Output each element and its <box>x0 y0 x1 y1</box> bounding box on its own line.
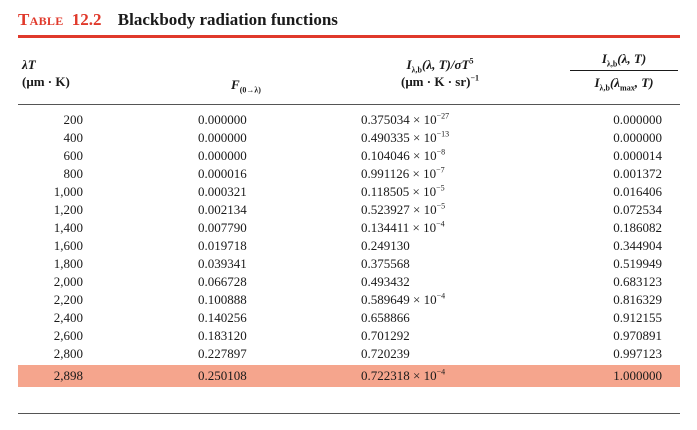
cell-intensity <box>361 147 445 165</box>
cell-intensity-exponent: −13 <box>436 129 450 139</box>
cell-lambda-t: 1,000 <box>53 184 83 199</box>
cell-fraction: 0.183120 <box>198 328 247 343</box>
header-intensity-line2 <box>340 73 540 90</box>
cell-fraction: 0.000000 <box>198 130 247 145</box>
cell-lambda-t: 2,600 <box>53 328 83 343</box>
table-row <box>18 291 680 309</box>
cell-lambda-t: 400 <box>63 130 83 145</box>
cell-intensity <box>361 327 410 345</box>
cell-intensity <box>361 111 449 129</box>
cell-ratio: 1.000000 <box>613 368 662 383</box>
cell-intensity <box>361 273 410 291</box>
header-ratio-den-sub: λ,b <box>599 83 610 93</box>
cell-lambda-t: 800 <box>63 166 83 181</box>
cell-ratio: 0.683123 <box>613 274 662 289</box>
header-rule <box>18 104 680 105</box>
header-intensity-sub: λ,b <box>411 65 422 75</box>
table-row <box>18 273 680 291</box>
cell-ratio: 0.912155 <box>613 310 662 325</box>
cell-intensity-mantissa: 0.722318 × 10 <box>361 368 437 383</box>
table-row <box>18 219 680 237</box>
header-intensity-unit: (μm · K · sr) <box>400 74 471 89</box>
cell-intensity-exponent: −7 <box>436 165 445 175</box>
cell-fraction: 0.000000 <box>198 112 247 127</box>
cell-fraction: 0.227897 <box>198 346 247 361</box>
header-ratio-num-i: I <box>601 51 607 66</box>
header-lambda-t-symbol: λT <box>22 57 36 72</box>
table-row <box>18 147 680 165</box>
header-intensity-i: I <box>406 57 412 72</box>
header-ratio-denominator <box>570 74 678 91</box>
cell-fraction: 0.000016 <box>198 166 247 181</box>
table-number: 12.2 <box>71 10 102 29</box>
table-row <box>18 255 680 273</box>
cell-intensity <box>361 129 449 147</box>
header-intensity-line1 <box>340 56 540 73</box>
cell-intensity-mantissa: 0.589649 × 10 <box>361 292 437 307</box>
cell-fraction: 0.019718 <box>198 238 247 253</box>
cell-ratio: 0.000000 <box>613 112 662 127</box>
header-lambda-t-unit: (μm · K) <box>22 74 70 89</box>
cell-lambda-t: 2,400 <box>53 310 83 325</box>
cell-intensity-mantissa: 0.249130 <box>361 238 410 253</box>
table-row <box>18 183 680 201</box>
cell-lambda-t: 1,800 <box>53 256 83 271</box>
cell-fraction: 0.140256 <box>198 310 247 325</box>
cell-lambda-t: 600 <box>63 148 83 163</box>
table-row <box>18 327 680 345</box>
header-ratio-den-open: (λ <box>609 75 621 90</box>
cell-intensity <box>361 345 410 363</box>
cell-fraction: 0.000321 <box>198 184 247 199</box>
table-body <box>18 111 680 387</box>
cell-lambda-t: 2,000 <box>53 274 83 289</box>
cell-lambda-t: 2,898 <box>53 368 83 383</box>
table-label: Table <box>18 10 64 29</box>
cell-intensity-mantissa: 0.991126 × 10 <box>361 166 437 181</box>
table-title: Blackbody radiation functions <box>117 10 338 29</box>
cell-lambda-t: 2,200 <box>53 292 83 307</box>
cell-intensity-exponent: −4 <box>436 367 446 377</box>
cell-fraction: 0.066728 <box>198 274 247 289</box>
cell-ratio: 0.001372 <box>613 166 662 181</box>
table-row <box>18 201 680 219</box>
cell-intensity-mantissa: 0.375034 × 10 <box>361 112 437 127</box>
table-row <box>18 345 680 363</box>
cell-lambda-t: 1,200 <box>53 202 83 217</box>
header-ratio-num-sub: λ,b <box>606 59 618 69</box>
cell-intensity-mantissa: 0.701292 <box>361 328 410 343</box>
cell-fraction: 0.000000 <box>198 148 247 163</box>
cell-intensity-mantissa: 0.720239 <box>361 346 410 361</box>
table-row <box>18 129 680 147</box>
header-ratio-den-i: I <box>594 75 600 90</box>
cell-intensity <box>361 201 445 219</box>
cell-intensity-mantissa: 0.375568 <box>361 256 410 271</box>
cell-fraction: 0.039341 <box>198 256 247 271</box>
cell-ratio: 0.970891 <box>613 328 662 343</box>
bottom-rule <box>18 413 680 414</box>
cell-ratio: 0.519949 <box>613 256 662 271</box>
cell-intensity-mantissa: 0.523927 × 10 <box>361 202 437 217</box>
cell-intensity-mantissa: 0.118505 × 10 <box>361 184 437 199</box>
cell-lambda-t: 200 <box>63 112 83 127</box>
cell-fraction: 0.002134 <box>198 202 247 217</box>
cell-fraction: 0.100888 <box>198 292 247 307</box>
table-row-highlighted <box>18 365 680 387</box>
cell-ratio: 0.816329 <box>613 292 662 307</box>
cell-lambda-t: 2,800 <box>53 346 83 361</box>
header-intensity-mid: (λ, T)/σT <box>422 57 470 72</box>
cell-intensity <box>361 291 445 309</box>
header-f-sub: (0→λ) <box>239 85 261 95</box>
cell-intensity-mantissa: 0.104046 × 10 <box>361 148 437 163</box>
cell-lambda-t: 1,400 <box>53 220 83 235</box>
table-row <box>18 111 680 129</box>
cell-intensity-mantissa: 0.134411 × 10 <box>361 220 437 235</box>
cell-intensity <box>361 237 410 255</box>
cell-ratio: 0.000000 <box>613 130 662 145</box>
cell-intensity-exponent: −4 <box>436 291 446 301</box>
header-ratio-den-sub2: max <box>620 83 635 93</box>
cell-intensity-mantissa: 0.490335 × 10 <box>361 130 437 145</box>
header-intensity-normalized <box>340 56 540 90</box>
header-lambda-t <box>22 56 70 90</box>
table-row <box>18 165 680 183</box>
cell-intensity <box>361 183 445 201</box>
header-ratio-den-close: , T) <box>634 75 654 90</box>
header-f-main: F <box>231 77 240 92</box>
table-row <box>18 237 680 255</box>
cell-lambda-t: 1,600 <box>53 238 83 253</box>
cell-ratio: 0.344904 <box>613 238 662 253</box>
cell-ratio: 0.000014 <box>613 148 662 163</box>
table-caption <box>18 10 338 30</box>
header-intensity-ratio <box>570 50 678 91</box>
top-rule <box>18 35 680 38</box>
header-fraction-f <box>186 76 306 93</box>
cell-ratio: 0.016406 <box>613 184 662 199</box>
cell-intensity-exponent: −4 <box>436 219 445 229</box>
header-ratio-fraction-bar <box>570 70 678 71</box>
cell-intensity <box>361 165 445 183</box>
cell-intensity-mantissa: 0.493432 <box>361 274 410 289</box>
cell-intensity <box>361 309 410 327</box>
cell-ratio: 0.186082 <box>613 220 662 235</box>
header-ratio-num-rest: (λ, T) <box>617 51 647 66</box>
cell-intensity-exponent: −8 <box>436 147 446 157</box>
cell-fraction: 0.250108 <box>198 368 247 383</box>
cell-fraction: 0.007790 <box>198 220 247 235</box>
header-intensity-sup: 5 <box>469 56 474 66</box>
cell-intensity-exponent: −5 <box>436 201 446 211</box>
table-row <box>18 309 680 327</box>
cell-intensity <box>361 365 445 387</box>
cell-intensity-exponent: −5 <box>436 183 445 193</box>
header-ratio-numerator <box>570 50 678 67</box>
cell-ratio: 0.997123 <box>613 346 662 361</box>
cell-intensity-mantissa: 0.658866 <box>361 310 410 325</box>
cell-intensity-exponent: −27 <box>436 111 450 121</box>
cell-ratio: 0.072534 <box>613 202 662 217</box>
header-intensity-unit-sup: −1 <box>470 73 480 83</box>
cell-intensity <box>361 219 445 237</box>
cell-intensity <box>361 255 410 273</box>
